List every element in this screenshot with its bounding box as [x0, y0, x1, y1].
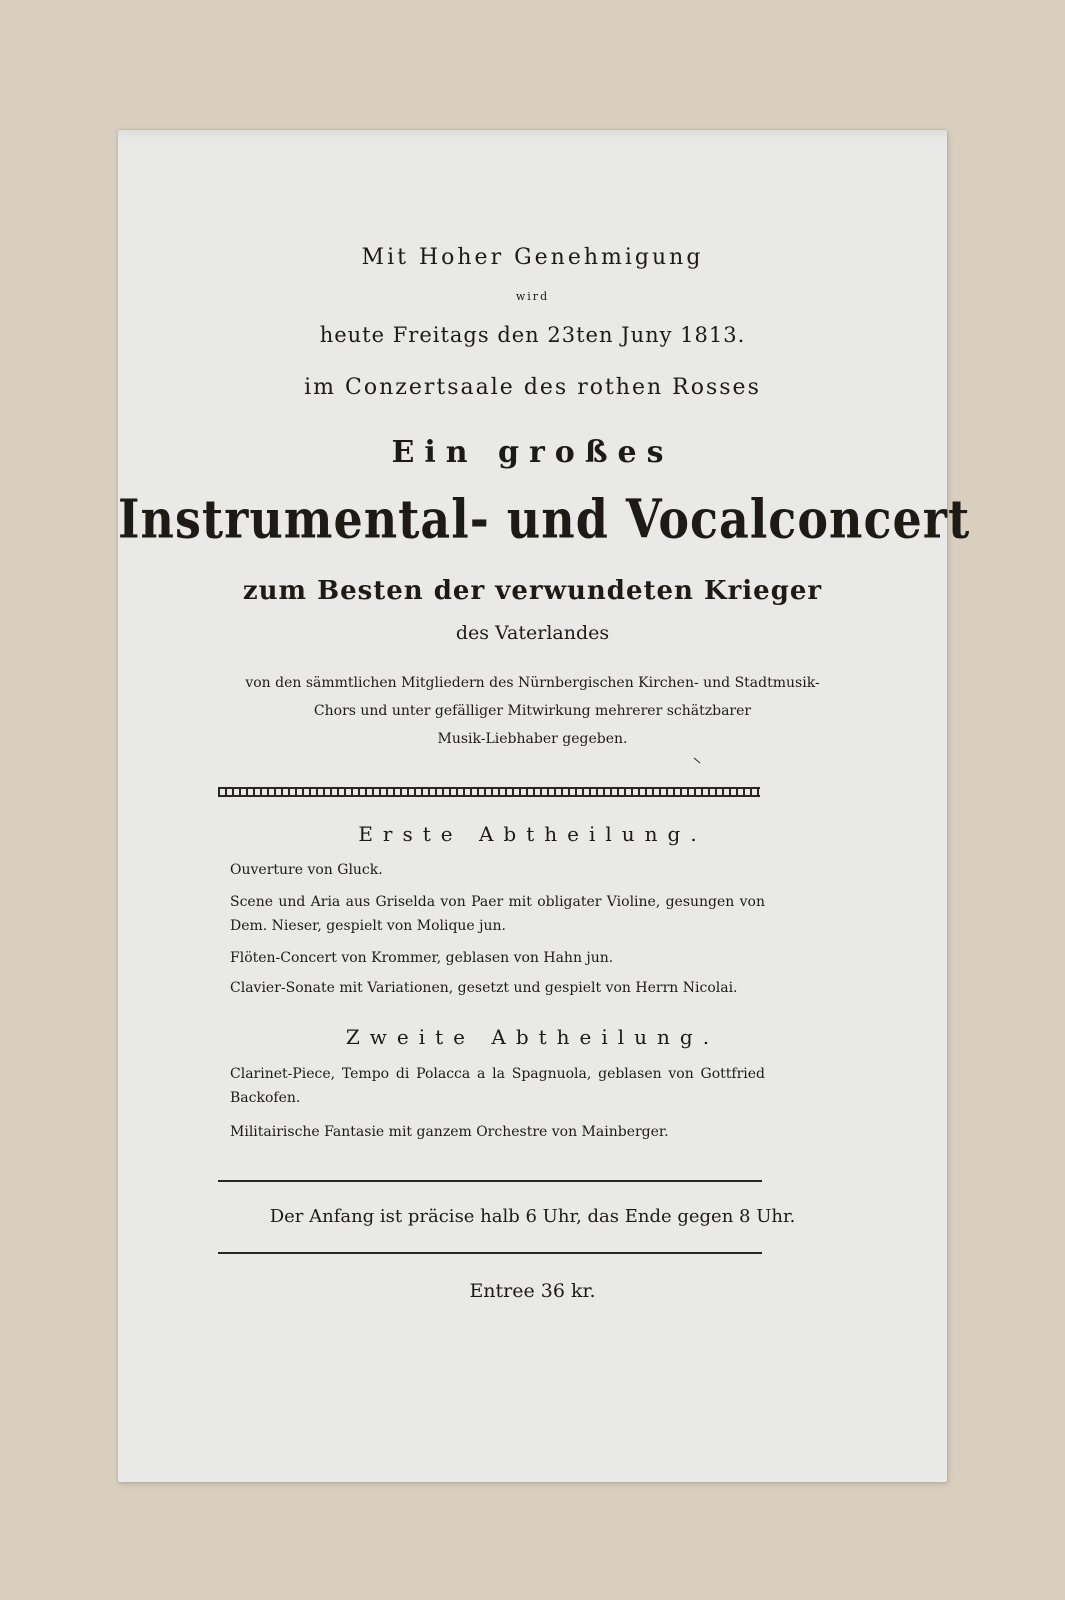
divider-rule [218, 1252, 762, 1254]
program-item: Scene und Aria aus Griselda von Paer mit obligater Violine, gesungen von Dem. Nieser, gespielt von Molique jun. [230, 894, 765, 934]
program-item: Flöten-Concert von Krommer, geblasen von Hahn jun. [230, 950, 614, 966]
program-item: Clarinet-Piece, Tempo di Polacca a la Spagnuola, geblasen von Gottfried Backofen. [230, 1066, 765, 1106]
performers-line-2: Chors und unter gefälliger Mitwirkung mehrerer schätzbarer [313, 703, 752, 719]
program-item: Ouverture von Gluck. [230, 862, 383, 878]
subtitle-beneficiaries: zum Besten der verwundeten Krieger [242, 576, 823, 606]
subtitle-fatherland: des Vaterlandes [455, 622, 610, 644]
section-2-title: Zweite Abtheilung. [345, 1025, 720, 1049]
performers-line-1: von den sämmtlichen Mitgliedern des Nürnbergischen Kirchen- und Stadtmusik- [245, 675, 820, 691]
stray-mark [694, 758, 701, 764]
ornamental-divider [218, 787, 760, 797]
performers-line-3: Musik-Liebhaber gegeben. [437, 731, 628, 747]
section-1-title: Erste Abtheilung. [358, 822, 707, 846]
ein-grosses-line: Ein großes [391, 435, 674, 470]
wird-line: wird [515, 290, 550, 303]
date-line: heute Freitags den 23ten Juny 1813. [319, 323, 746, 347]
entree-price: Entree 36 kr. [469, 1280, 596, 1302]
program-item: Militairische Fantasie mit ganzem Orchestre von Mainberger. [230, 1124, 669, 1140]
authorization-line: Mit Hoher Genehmigung [361, 245, 704, 270]
program-item: Clavier-Sonate mit Variationen, gesetzt und gespielt von Herrn Nicolai. [230, 980, 738, 996]
venue-line: im Conzertsaale des rothen Rosses [304, 375, 761, 400]
concert-title: Instrumental- und Vocalconcert [118, 487, 971, 551]
poster-sheet [118, 130, 971, 1482]
divider-rule [218, 1180, 762, 1182]
time-line: Der Anfang ist präcise halb 6 Uhr, das Ende gegen 8 Uhr. [269, 1206, 796, 1227]
